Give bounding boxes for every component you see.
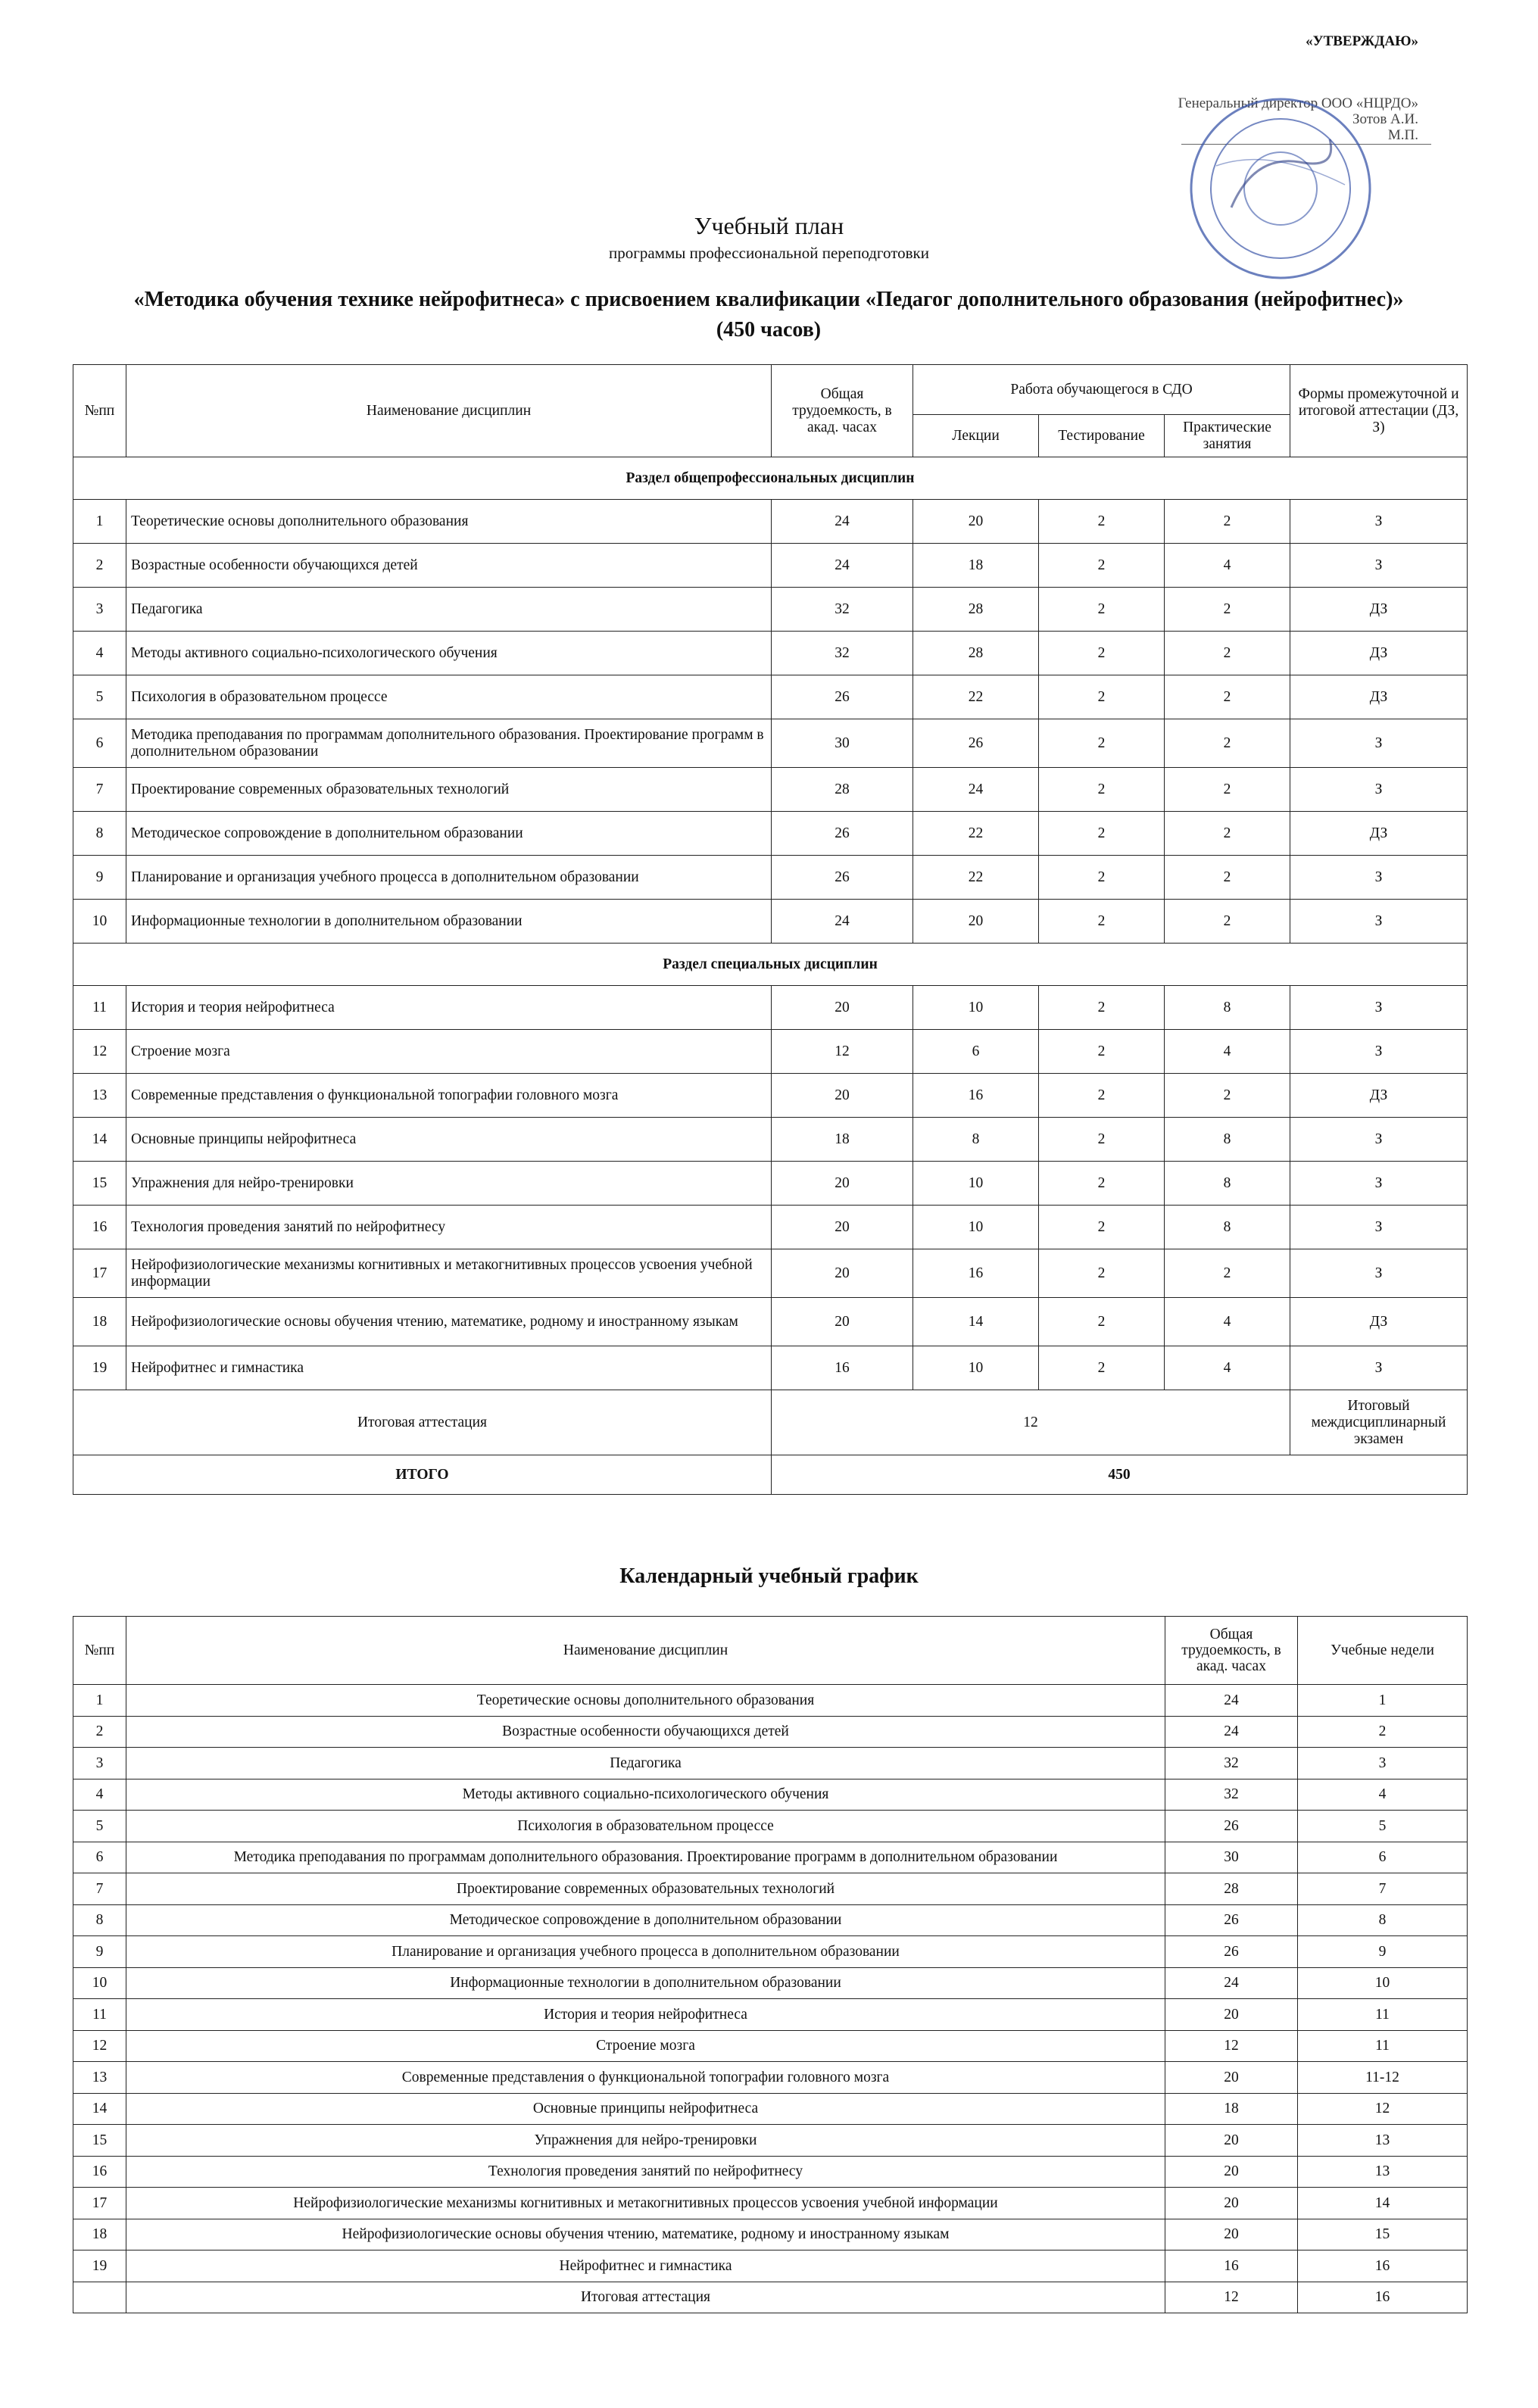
cal-row-number [73, 2282, 126, 2313]
cal-weeks: 11 [1298, 2030, 1468, 2062]
discipline-name: Нейрофизиологические основы обучения чтению, математике, родному и иностранному языкам [126, 1298, 772, 1346]
cal-hours: 20 [1165, 2156, 1298, 2188]
table-row [73, 1298, 1468, 1346]
cal-hours: 26 [1165, 1811, 1298, 1842]
approval-heading: «УТВЕРЖДАЮ» [1306, 33, 1418, 49]
row-number: 17 [73, 1249, 126, 1298]
row-number: 1 [73, 500, 126, 544]
lecture-hours: 6 [913, 1030, 1039, 1074]
section-special-title: Раздел специальных дисциплин [73, 944, 1468, 986]
lecture-hours: 20 [913, 900, 1039, 944]
practice-hours: 8 [1165, 1118, 1290, 1162]
attestation-form: З [1290, 500, 1468, 544]
col-forms-header: Формы промежуточной и итоговой аттестации (ДЗ, З) [1290, 365, 1468, 457]
cal-discipline-name: Проектирование современных образовательных технологий [126, 1873, 1165, 1905]
cal-row-number: 14 [73, 2093, 126, 2125]
cal-hours: 32 [1165, 1748, 1298, 1779]
cal-discipline-name: Технология проведения занятий по нейрофитнесу [126, 2156, 1165, 2188]
lecture-hours: 10 [913, 1346, 1039, 1390]
total-hours: 28 [772, 768, 913, 812]
table-row [73, 1249, 1468, 1298]
cal-hours: 20 [1165, 2125, 1298, 2157]
testing-hours: 2 [1039, 900, 1165, 944]
cal-weeks: 14 [1298, 2188, 1468, 2219]
attestation-form: ДЗ [1290, 675, 1468, 719]
testing-hours: 2 [1039, 1298, 1165, 1346]
cal-discipline-name: Основные принципы нейрофитнеса [126, 2093, 1165, 2125]
table-row [73, 1118, 1468, 1162]
row-number: 16 [73, 1206, 126, 1249]
total-hours: 26 [772, 675, 913, 719]
cal-weeks: 16 [1298, 2250, 1468, 2282]
discipline-name: Педагогика [126, 588, 772, 632]
attestation-form: З [1290, 1206, 1468, 1249]
cal-row-number: 3 [73, 1748, 126, 1779]
cal-row-number: 15 [73, 2125, 126, 2157]
cal-weeks: 5 [1298, 1811, 1468, 1842]
lecture-hours: 10 [913, 1162, 1039, 1206]
attestation-form: З [1290, 768, 1468, 812]
cal-discipline-name: Информационные технологии в дополнительном образовании [126, 1967, 1165, 1999]
practice-hours: 8 [1165, 1206, 1290, 1249]
cal-discipline-name: Методы активного социально-психологического обучения [126, 1779, 1165, 1811]
total-hours: 24 [772, 900, 913, 944]
lecture-hours: 10 [913, 1206, 1039, 1249]
calendar-row [73, 1685, 1468, 1717]
cal-discipline-name: Психология в образовательном процессе [126, 1811, 1165, 1842]
cal-hours: 24 [1165, 1716, 1298, 1748]
calendar-row [73, 2030, 1468, 2062]
calendar-row [73, 1811, 1468, 1842]
curriculum-table [73, 364, 1468, 1495]
row-number: 5 [73, 675, 126, 719]
program-name: «Методика обучения технике нейрофитнеса» с присвоением квалификации «Педагог дополнительного образования (нейрофитнес)» [133, 288, 1404, 311]
table-row [73, 1162, 1468, 1206]
total-row [73, 1455, 1468, 1495]
row-number: 8 [73, 812, 126, 856]
cal-weeks-header: Учебные недели [1298, 1617, 1468, 1685]
row-number: 3 [73, 588, 126, 632]
discipline-name: Возрастные особенности обучающихся детей [126, 544, 772, 588]
total-hours: 26 [772, 812, 913, 856]
lecture-hours: 22 [913, 675, 1039, 719]
calendar-row [73, 1873, 1468, 1905]
row-number: 19 [73, 1346, 126, 1390]
discipline-name: Упражнения для нейро-тренировки [126, 1162, 772, 1206]
calendar-row [73, 2125, 1468, 2157]
table-row [73, 632, 1468, 675]
practice-hours: 8 [1165, 1162, 1290, 1206]
final-attestation-hours: 12 [772, 1390, 1290, 1455]
row-number: 9 [73, 856, 126, 900]
calendar-table [73, 1616, 1468, 2313]
total-hours: 20 [772, 1249, 913, 1298]
cal-row-number: 10 [73, 1967, 126, 1999]
lecture-hours: 10 [913, 986, 1039, 1030]
cal-weeks: 10 [1298, 1967, 1468, 1999]
discipline-name: Проектирование современных образовательных технологий [126, 768, 772, 812]
discipline-name: Информационные технологии в дополнительном образовании [126, 900, 772, 944]
testing-hours: 2 [1039, 1074, 1165, 1118]
col-num-header: №пп [73, 365, 126, 457]
cal-hours: 20 [1165, 2219, 1298, 2250]
calendar-row [73, 1842, 1468, 1873]
discipline-name: Методическое сопровождение в дополнительном образовании [126, 812, 772, 856]
lecture-hours: 22 [913, 812, 1039, 856]
row-number: 12 [73, 1030, 126, 1074]
attestation-form: З [1290, 1030, 1468, 1074]
cal-weeks: 3 [1298, 1748, 1468, 1779]
lecture-hours: 14 [913, 1298, 1039, 1346]
calendar-row [73, 1999, 1468, 2031]
testing-hours: 2 [1039, 500, 1165, 544]
cal-row-number: 9 [73, 1936, 126, 1968]
calendar-row [73, 1936, 1468, 1968]
attestation-form: З [1290, 1162, 1468, 1206]
calendar-row [73, 2188, 1468, 2219]
cal-discipline-name: Теоретические основы дополнительного образования [126, 1685, 1165, 1717]
total-hours: 26 [772, 856, 913, 900]
practice-hours: 2 [1165, 500, 1290, 544]
testing-hours: 2 [1039, 632, 1165, 675]
cal-discipline-name: Методическое сопровождение в дополнительном образовании [126, 1904, 1165, 1936]
cal-discipline-name: Нейрофитнес и гимнастика [126, 2250, 1165, 2282]
cal-weeks: 11-12 [1298, 2062, 1468, 2094]
cal-hours: 20 [1165, 2062, 1298, 2094]
director-name: Зотов А.И. [1352, 111, 1418, 127]
col-lectures-header: Лекции [913, 415, 1039, 457]
row-number: 6 [73, 719, 126, 768]
section-general-title: Раздел общепрофессиональных дисциплин [73, 457, 1468, 500]
row-number: 18 [73, 1298, 126, 1346]
discipline-name: Методика преподавания по программам дополнительного образования. Проектирование программ в дополнительном образовании [126, 719, 772, 768]
cal-hours: 30 [1165, 1842, 1298, 1873]
cal-hours: 26 [1165, 1904, 1298, 1936]
cal-name-header: Наименование дисциплин [126, 1617, 1165, 1685]
cal-hours: 24 [1165, 1967, 1298, 1999]
cal-row-number: 19 [73, 2250, 126, 2282]
total-label: ИТОГО [73, 1455, 772, 1495]
cal-hours: 12 [1165, 2030, 1298, 2062]
cal-hours-header: Общая трудоемкость, в акад. часах [1165, 1617, 1298, 1685]
testing-hours: 2 [1039, 719, 1165, 768]
cal-weeks: 1 [1298, 1685, 1468, 1717]
table-row [73, 719, 1468, 768]
table-row [73, 812, 1468, 856]
total-hours: 16 [772, 1346, 913, 1390]
total-hours: 30 [772, 719, 913, 768]
table-row [73, 588, 1468, 632]
discipline-name: Нейрофизиологические механизмы когнитивных и метакогнитивных процессов усвоения учебной информации [126, 1249, 772, 1298]
total-hours: 32 [772, 632, 913, 675]
section-row [73, 944, 1468, 986]
lecture-hours: 22 [913, 856, 1039, 900]
cal-weeks: 12 [1298, 2093, 1468, 2125]
total-hours: 20 [772, 1162, 913, 1206]
practice-hours: 2 [1165, 588, 1290, 632]
discipline-name: Технология проведения занятий по нейрофитнесу [126, 1206, 772, 1249]
cal-weeks: 15 [1298, 2219, 1468, 2250]
cal-discipline-name: Строение мозга [126, 2030, 1165, 2062]
testing-hours: 2 [1039, 1162, 1165, 1206]
testing-hours: 2 [1039, 1030, 1165, 1074]
cal-weeks: 8 [1298, 1904, 1468, 1936]
cal-weeks: 4 [1298, 1779, 1468, 1811]
calendar-row [73, 1716, 1468, 1748]
practice-hours: 4 [1165, 1030, 1290, 1074]
table-row [73, 1206, 1468, 1249]
total-hours: 32 [772, 588, 913, 632]
cal-row-number: 8 [73, 1904, 126, 1936]
table-row [73, 1030, 1468, 1074]
cal-weeks: 13 [1298, 2156, 1468, 2188]
lecture-hours: 26 [913, 719, 1039, 768]
cal-hours: 32 [1165, 1779, 1298, 1811]
cal-hours: 26 [1165, 1936, 1298, 1968]
cal-discipline-name: Нейрофизиологические основы обучения чтению, математике, родному и иностранному языкам [126, 2219, 1165, 2250]
attestation-form: З [1290, 856, 1468, 900]
discipline-name: Современные представления о функциональной топографии головного мозга [126, 1074, 772, 1118]
cal-row-number: 4 [73, 1779, 126, 1811]
row-number: 13 [73, 1074, 126, 1118]
cal-weeks: 9 [1298, 1936, 1468, 1968]
practice-hours: 2 [1165, 812, 1290, 856]
cal-hours: 24 [1165, 1685, 1298, 1717]
col-name-header: Наименование дисциплин [126, 365, 772, 457]
cal-weeks: 6 [1298, 1842, 1468, 1873]
cal-weeks: 2 [1298, 1716, 1468, 1748]
cal-hours: 20 [1165, 2188, 1298, 2219]
testing-hours: 2 [1039, 986, 1165, 1030]
cal-discipline-name: Возрастные особенности обучающихся детей [126, 1716, 1165, 1748]
calendar-row [73, 1779, 1468, 1811]
row-number: 15 [73, 1162, 126, 1206]
practice-hours: 4 [1165, 1346, 1290, 1390]
lecture-hours: 20 [913, 500, 1039, 544]
final-attestation-label: Итоговая аттестация [73, 1390, 772, 1455]
testing-hours: 2 [1039, 588, 1165, 632]
practice-hours: 4 [1165, 544, 1290, 588]
attestation-form: З [1290, 1346, 1468, 1390]
cal-hours: 12 [1165, 2282, 1298, 2313]
practice-hours: 2 [1165, 632, 1290, 675]
row-number: 14 [73, 1118, 126, 1162]
page-subtitle: программы профессиональной переподготовки [609, 244, 929, 262]
row-number: 2 [73, 544, 126, 588]
cal-discipline-name: Нейрофизиологические механизмы когнитивных и метакогнитивных процессов усвоения учебной информации [126, 2188, 1165, 2219]
discipline-name: Основные принципы нейрофитнеса [126, 1118, 772, 1162]
attestation-form: З [1290, 544, 1468, 588]
table-row [73, 900, 1468, 944]
col-hours-header: Общая трудоемкость, в акад. часах [772, 365, 913, 457]
calendar-row [73, 2250, 1468, 2282]
cal-weeks: 13 [1298, 2125, 1468, 2157]
program-hours: (450 часов) [716, 318, 822, 342]
cal-hours: 20 [1165, 1999, 1298, 2031]
practice-hours: 2 [1165, 675, 1290, 719]
attestation-form: ДЗ [1290, 1298, 1468, 1346]
discipline-name: Психология в образовательном процессе [126, 675, 772, 719]
practice-hours: 2 [1165, 1074, 1290, 1118]
col-work-header: Работа обучающегося в СДО [913, 365, 1290, 415]
final-attestation-form: Итоговый междисциплинарный экзамен [1290, 1390, 1468, 1455]
discipline-name: Методы активного социально-психологического обучения [126, 632, 772, 675]
attestation-form: ДЗ [1290, 588, 1468, 632]
testing-hours: 2 [1039, 1118, 1165, 1162]
discipline-name: Теоретические основы дополнительного образования [126, 500, 772, 544]
cal-weeks: 16 [1298, 2282, 1468, 2313]
attestation-form: ДЗ [1290, 1074, 1468, 1118]
discipline-name: Планирование и организация учебного процесса в дополнительном образовании [126, 856, 772, 900]
page-title: Учебный план [694, 212, 844, 239]
attestation-form: ДЗ [1290, 632, 1468, 675]
table-row [73, 675, 1468, 719]
cal-row-number: 18 [73, 2219, 126, 2250]
table-row [73, 856, 1468, 900]
cal-row-number: 11 [73, 1999, 126, 2031]
total-hours: 24 [772, 544, 913, 588]
attestation-form: З [1290, 1118, 1468, 1162]
row-number: 7 [73, 768, 126, 812]
total-hours-value: 450 [772, 1455, 1468, 1495]
cal-row-number: 12 [73, 2030, 126, 2062]
discipline-name: Нейрофитнес и гимнастика [126, 1346, 772, 1390]
cal-hours: 28 [1165, 1873, 1298, 1905]
lecture-hours: 28 [913, 632, 1039, 675]
testing-hours: 2 [1039, 544, 1165, 588]
cal-row-number: 16 [73, 2156, 126, 2188]
discipline-name: История и теория нейрофитнеса [126, 986, 772, 1030]
row-number: 11 [73, 986, 126, 1030]
col-testing-header: Тестирование [1039, 415, 1165, 457]
row-number: 10 [73, 900, 126, 944]
cal-num-header: №пп [73, 1617, 126, 1685]
cal-weeks: 7 [1298, 1873, 1468, 1905]
total-hours: 12 [772, 1030, 913, 1074]
cal-discipline-name: История и теория нейрофитнеса [126, 1999, 1165, 2031]
director-position: Генеральный директор ООО «НЦРДО» [1178, 95, 1418, 111]
table-row [73, 500, 1468, 544]
final-attestation-row [73, 1390, 1468, 1455]
lecture-hours: 16 [913, 1074, 1039, 1118]
practice-hours: 8 [1165, 986, 1290, 1030]
row-number: 4 [73, 632, 126, 675]
calendar-row [73, 2093, 1468, 2125]
calendar-row [73, 1904, 1468, 1936]
lecture-hours: 18 [913, 544, 1039, 588]
testing-hours: 2 [1039, 856, 1165, 900]
total-hours: 20 [772, 1074, 913, 1118]
practice-hours: 2 [1165, 719, 1290, 768]
cal-row-number: 6 [73, 1842, 126, 1873]
lecture-hours: 28 [913, 588, 1039, 632]
table-row [73, 986, 1468, 1030]
practice-hours: 2 [1165, 856, 1290, 900]
total-hours: 20 [772, 1206, 913, 1249]
lecture-hours: 16 [913, 1249, 1039, 1298]
calendar-row [73, 2062, 1468, 2094]
total-hours: 18 [772, 1118, 913, 1162]
cal-weeks: 11 [1298, 1999, 1468, 2031]
calendar-row [73, 1967, 1468, 1999]
cal-row-number: 1 [73, 1685, 126, 1717]
attestation-form: З [1290, 1249, 1468, 1298]
calendar-row [73, 1748, 1468, 1779]
col-practice-header: Практические занятия [1165, 415, 1290, 457]
discipline-name: Строение мозга [126, 1030, 772, 1074]
practice-hours: 2 [1165, 900, 1290, 944]
total-hours: 24 [772, 500, 913, 544]
table-row [73, 1074, 1468, 1118]
cal-hours: 18 [1165, 2093, 1298, 2125]
cal-row-number: 13 [73, 2062, 126, 2094]
testing-hours: 2 [1039, 675, 1165, 719]
attestation-form: ДЗ [1290, 812, 1468, 856]
lecture-hours: 24 [913, 768, 1039, 812]
lecture-hours: 8 [913, 1118, 1039, 1162]
cal-row-number: 17 [73, 2188, 126, 2219]
attestation-form: З [1290, 900, 1468, 944]
cal-row-number: 5 [73, 1811, 126, 1842]
cal-discipline-name: Упражнения для нейро-тренировки [126, 2125, 1165, 2157]
attestation-form: З [1290, 986, 1468, 1030]
cal-discipline-name: Современные представления о функциональной топографии головного мозга [126, 2062, 1165, 2094]
testing-hours: 2 [1039, 1249, 1165, 1298]
cal-discipline-name: Итоговая аттестация [126, 2282, 1165, 2313]
table-row [73, 1346, 1468, 1390]
cal-discipline-name: Планирование и организация учебного процесса в дополнительном образовании [126, 1936, 1165, 1968]
calendar-title: Календарный учебный график [619, 1564, 919, 1588]
cal-hours: 16 [1165, 2250, 1298, 2282]
testing-hours: 2 [1039, 768, 1165, 812]
cal-row-number: 7 [73, 1873, 126, 1905]
testing-hours: 2 [1039, 1346, 1165, 1390]
cal-row-number: 2 [73, 1716, 126, 1748]
total-hours: 20 [772, 986, 913, 1030]
table-row [73, 544, 1468, 588]
section-row [73, 457, 1468, 500]
cal-discipline-name: Педагогика [126, 1748, 1165, 1779]
practice-hours: 2 [1165, 768, 1290, 812]
testing-hours: 2 [1039, 812, 1165, 856]
calendar-row [73, 2219, 1468, 2250]
practice-hours: 2 [1165, 1249, 1290, 1298]
program-title [61, 285, 1477, 345]
table-row [73, 768, 1468, 812]
stamp-mark: М.П. [1387, 127, 1418, 143]
total-hours: 20 [772, 1298, 913, 1346]
practice-hours: 4 [1165, 1298, 1290, 1346]
cal-discipline-name: Методика преподавания по программам дополнительного образования. Проектирование программ в дополнительном образовании [126, 1842, 1165, 1873]
testing-hours: 2 [1039, 1206, 1165, 1249]
attestation-form: З [1290, 719, 1468, 768]
calendar-row [73, 2156, 1468, 2188]
calendar-row [73, 2282, 1468, 2313]
